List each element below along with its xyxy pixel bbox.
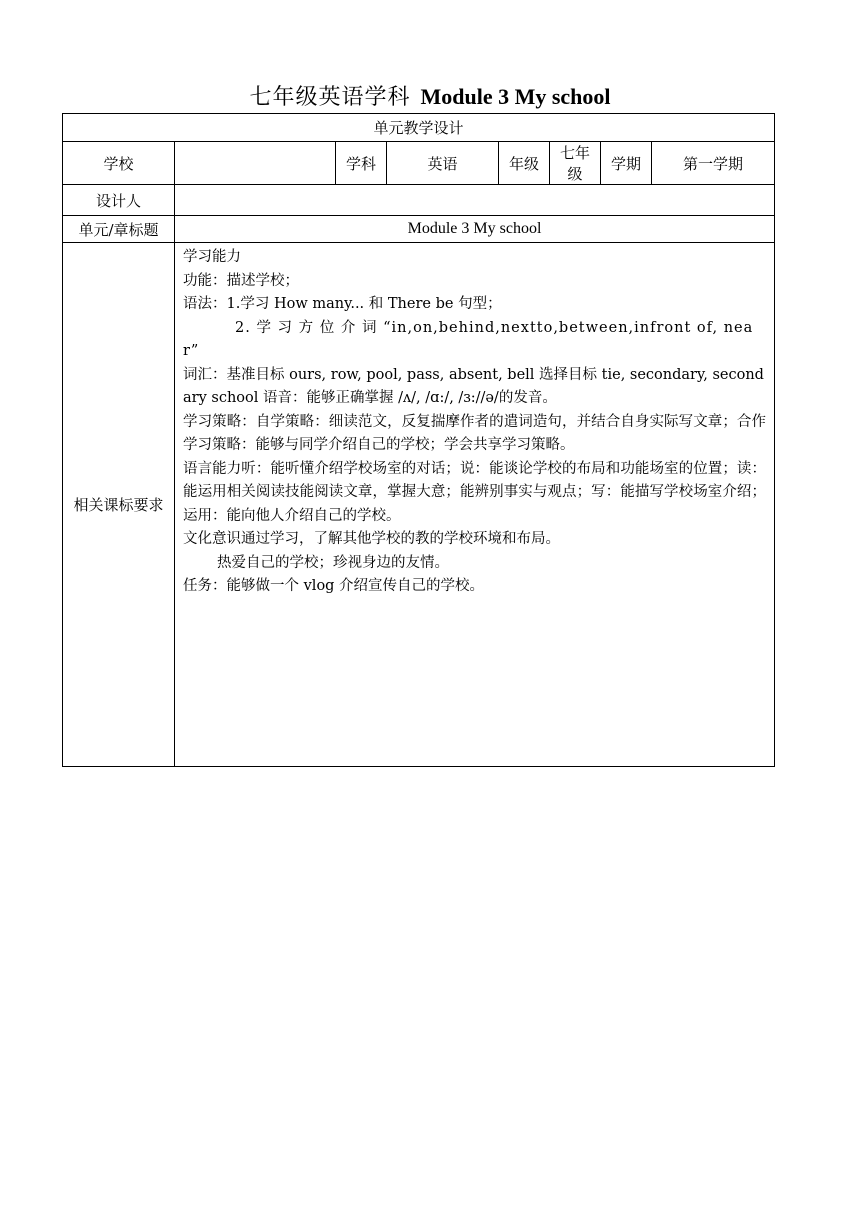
title-chinese: 七年级英语学科 [249,85,411,110]
term-label: 学期 [601,142,652,185]
req-line-values: 热爱自己的学校；珍视身边的友情。 [217,554,449,571]
table-header-row [63,114,775,142]
document-title [0,82,860,113]
school-label: 学校 [63,142,175,185]
subject-label: 学科 [336,142,387,185]
unit-label: 单元/章标题 [63,216,175,243]
req-line-task: 任务：能够做一个 vlog 介绍宣传自己的学校。 [183,578,485,594]
req-line-language: 语言能力听：能听懂介绍学校场室的对话；说：能谈论学校的布局和功能场室的位置；读：能运用相关阅读技能阅读文章，掌握大意；能辨别事实与观点；写：能描写学校场室介绍；运用：能向他人介绍自己的学校。 [183,460,767,524]
subject-value[interactable]: 英语 [387,142,499,185]
designer-label: 设计人 [63,185,175,216]
req-line-grammar: 语法：1.学习 How many... 和 There be 句型； [183,296,502,312]
req-line-vocabulary: 词汇：基准目标 ours, row, pool, pass, absent, bell 选择目标 tie, secondary, secondary school 语音：能够正确掌握 /ʌ/, /ɑ:/, /ɜ://ə/的发音。 [183,366,764,406]
school-value[interactable] [175,142,336,185]
unit-value[interactable]: Module 3 My school [175,216,775,243]
term-value[interactable]: 第一学期 [652,142,775,185]
title-english: Module 3 My school [420,84,611,109]
grade-value[interactable]: 七年级 [550,142,601,185]
designer-row [63,185,775,216]
req-line-ability: 学习能力 [183,249,241,265]
table-header: 单元教学设计 [63,114,775,142]
grade-label: 年级 [499,142,550,185]
designer-value[interactable] [175,185,775,216]
requirements-row [63,243,775,767]
unit-row [63,216,775,243]
req-line-strategy: 学习策略：自学策略：细读范文，反复揣摩作者的遣词造句，并结合自身实际写文章；合作学习策略：能够与同学介绍自己的学校；学会共享学习策略。 [183,413,767,453]
requirements-content[interactable] [175,243,775,767]
requirements-label: 相关课标要求 [63,243,175,767]
req-line-prepositions: 2. 学 习 方 位 介 词 “in,on,behind,nextto,between,infront of, near” [183,319,754,359]
req-line-function: 功能：描述学校； [183,272,299,289]
unit-design-table [62,113,775,767]
req-line-culture: 文化意识通过学习，了解其他学校的教的学校环境和布局。 [183,531,560,547]
meta-row [63,142,775,185]
